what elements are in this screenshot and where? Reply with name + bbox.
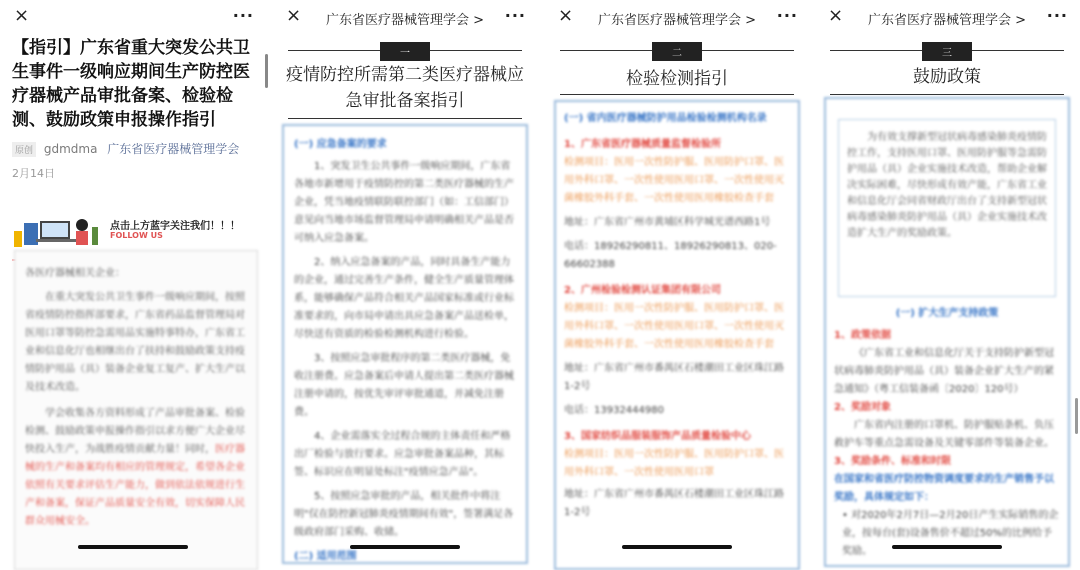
top-bar — [544, 0, 810, 36]
follow-text: 点击上方蓝字关注我们！！！ — [110, 221, 240, 232]
subheading: (一) 扩大生产支持政策 — [895, 308, 999, 319]
org-name: 2、广州检验检测认证集团有限公司 — [564, 285, 721, 296]
follow-banner — [0, 211, 266, 255]
test-items: 检测项目：医用一次性防护服、医用防护口罩、医用外科口罩、一次性使用医用口罩、一次性使用灭菌橡胶外科手套、一次性使用医用橡胶检查手套 — [564, 303, 784, 350]
top-bar — [0, 0, 266, 36]
phone: 电话：13932444980 — [564, 405, 664, 416]
list-item-text: 对2020年2月7日—2月20日产生实际销售的企业，按每台(套)设备售价不超过50%的比例给予奖励。 — [842, 510, 1059, 557]
paragraph: 2、纳入应急备案的产品，同时具备生产能力的企业，通过完善生产条件，健全生产质量管理体系，能够确保产品符合相关产品国家标准或行业标准要求的，向市局申请出具应急备案产品送检单，尽快送有资质的检验检测机构进行检验。 — [294, 257, 514, 340]
more-icon[interactable]: ··· — [776, 6, 798, 25]
author: gdmdma — [43, 142, 98, 156]
account-title[interactable]: 广东省医疗器械管理学会 > — [597, 13, 757, 28]
top-bar — [814, 0, 1080, 36]
subheading: (一) 省内医疗器械防护用品检验检测机构名录 — [564, 113, 767, 124]
section-title: 鼓励政策 — [913, 67, 981, 87]
item-heading: 2、奖励对象 — [834, 402, 891, 413]
section-body — [824, 97, 1070, 567]
home-indicator — [892, 545, 1002, 549]
close-icon[interactable]: × — [558, 5, 574, 26]
publish-date: 2月14日 — [12, 167, 55, 180]
paragraph: 5、按照应急审批的产品，相关批件中将注明"仅在防控新冠肺炎疫情期间有效"，签署满足各级政府部门采购、收储。 — [294, 491, 514, 538]
scrollbar[interactable] — [265, 54, 268, 88]
paragraph: 4、企业需落实全过程合规的主体责任和严格出厂检验与放行要求。应急审批备案品种，其标签、标识应在明显处标注"疫情应急产品"。 — [294, 431, 511, 478]
intro-box: 为有效支撑新型冠状病毒感染肺炎疫情防控工作，支持医用口罩、医用防护服等急需防护用品（具）企业实施技术改造，帮助企业解决实际困难，尽快形成有效产能，广东省工业和信息化厅会同省财政厅出台了支持新型冠状病毒感染肺炎防护用品（具）企业实施技术改造扩大生产的奖励政策。 — [838, 119, 1056, 297]
divider — [560, 94, 794, 95]
item-text: 广东省内注册的口罩机、防护服贴条机、负压救护车等重点急需设备及关键零部件等装备企业。 — [834, 420, 1054, 449]
account-link[interactable]: 广东省医疗器械管理学会 — [107, 142, 240, 156]
close-icon[interactable]: × — [828, 5, 844, 26]
scrollbar[interactable] — [1075, 398, 1078, 434]
paragraph — [25, 405, 247, 531]
subheading: (二) 适用范围 — [294, 551, 357, 562]
article-meta — [0, 132, 266, 157]
panel-section-testing — [544, 0, 810, 556]
close-icon[interactable]: × — [286, 5, 302, 26]
list-item: • 对2020年2月7日—2月20日产生实际销售的企业，按每台(套)设备售价不超过50%的比例给予奖励。 — [842, 510, 1059, 557]
org-name: 1、广东省医疗器械质量监督检验所 — [564, 139, 721, 150]
org-name: 3、国家纺织品服装服饰产品质量检验中心 — [564, 431, 751, 442]
top-bar — [272, 0, 538, 36]
follow-us-text: FOLLOW US — [110, 231, 163, 240]
section-title: 检验检测指引 — [626, 69, 728, 89]
original-tag: 原创 — [12, 142, 36, 157]
section-title: 疫情防控所需第二类医疗器械应急审批备案指引 — [286, 65, 524, 111]
section-body — [282, 124, 528, 564]
panel-article-cover — [0, 0, 266, 556]
divider — [288, 118, 522, 119]
test-items: 检测项目：医用一次性防护服、医用防护口罩、医用外科口罩、一次性使用医用口罩 — [564, 449, 784, 478]
article-title: 【指引】广东省重大突发公共卫生事件一级响应期间生产防控医疗器械产品审批备案、检验检测、鼓励政策申报操作指引 — [12, 38, 250, 130]
item-text: 《广东省工业和信息化厅关于支持防护新型冠状病毒肺炎防护用品（具）装备企业扩大生产的紧急通知》（粤工信装备函〔2020〕120号） — [834, 348, 1054, 395]
phone: 电话：18926290811、18926290813、020-66602388 — [564, 241, 777, 270]
address: 地址：广东省广州市番禺区石楼潮田工业区珠江路1-2号 — [564, 489, 784, 518]
divider — [830, 94, 1064, 95]
greeting: 各医疗器械相关企业： — [25, 268, 125, 279]
close-icon[interactable]: × — [14, 5, 30, 26]
highlight-text: 医疗器械的生产和备案均有相应的管理规定，希望各企业依照有关要求评估生产能力，做到依法依规进行生产和备案，保证产品质量安全有效，切实保障人民群众用械安全。 — [25, 444, 245, 527]
section-header — [272, 36, 538, 124]
article-body — [14, 250, 258, 570]
paragraph: 3、按照应急审批程序的第二类医疗器械，免收注册费。应急备案后申请人提出第二类医疗器械注册申请的，按优先审评审批通道，并减免注册费。 — [294, 353, 514, 418]
paragraph: 1、突发卫生公共事件一级响应期间，广东省各地市新增用于疫情防控的第二类医疗器械的生产企业，凭当地疫情联防联控部门（如：工信部门）意见向当地市场监督管理局申请明确相关产品是否可纳入应急备案。 — [294, 161, 514, 244]
home-indicator — [350, 545, 460, 549]
account-title[interactable]: 广东省医疗器械管理学会 > — [325, 13, 485, 28]
section-body — [554, 100, 800, 570]
item-heading: 3、奖励条件、标准和时限 — [834, 456, 951, 467]
test-items: 检测项目：医用一次性防护服、医用防护口罩、医用外科口罩、一次性使用医用口罩、一次性使用灭菌橡胶外科手套、一次性使用医用橡胶检查手套 — [564, 157, 784, 204]
paragraph-text: 学会收集各方资料形成了产品审批备案、检验检测、鼓励政策申报操作指引以求方便广大企业尽快投入生产，为战胜疫情贡献力量！同时， — [25, 408, 245, 455]
section-number: 二 — [652, 42, 702, 61]
section-number: 一 — [380, 42, 430, 61]
panel-section-approval — [272, 0, 538, 562]
more-icon[interactable]: ··· — [1046, 6, 1068, 25]
account-title[interactable]: 广东省医疗器械管理学会 > — [867, 13, 1027, 28]
item-heading: 1、政策依据 — [834, 330, 891, 341]
paragraph: 在重大突发公共卫生事件一级响应期间，按照省疫情防控指挥部要求，广东省药品监督管理局对医用口罩等防控急需用品实施特事特办，广东省工业和信息化厅也相继出台了扶持和鼓励政策支持疫情防护用品（具）装备企业复工复产、扩大生产以及技术改造。 — [25, 292, 245, 393]
panel-section-policy — [814, 0, 1080, 556]
home-indicator — [78, 545, 188, 549]
section-number: 三 — [922, 42, 972, 61]
home-indicator — [622, 545, 732, 549]
address: 地址：广东省广州市番禺区石楼潮田工业区珠江路1-2号 — [564, 363, 784, 392]
subheading: (一) 应急备案的要求 — [294, 139, 387, 150]
item-text: 在国家和省医疗防控物资调度要求的生产销售予以奖励，具体规定如下： — [834, 474, 1054, 503]
more-icon[interactable]: ··· — [232, 6, 254, 25]
address: 地址：广东省广州市黄埔区科学城光谱西路1号 — [564, 217, 771, 228]
desk-illustration-icon — [12, 211, 102, 249]
more-icon[interactable]: ··· — [504, 6, 526, 25]
